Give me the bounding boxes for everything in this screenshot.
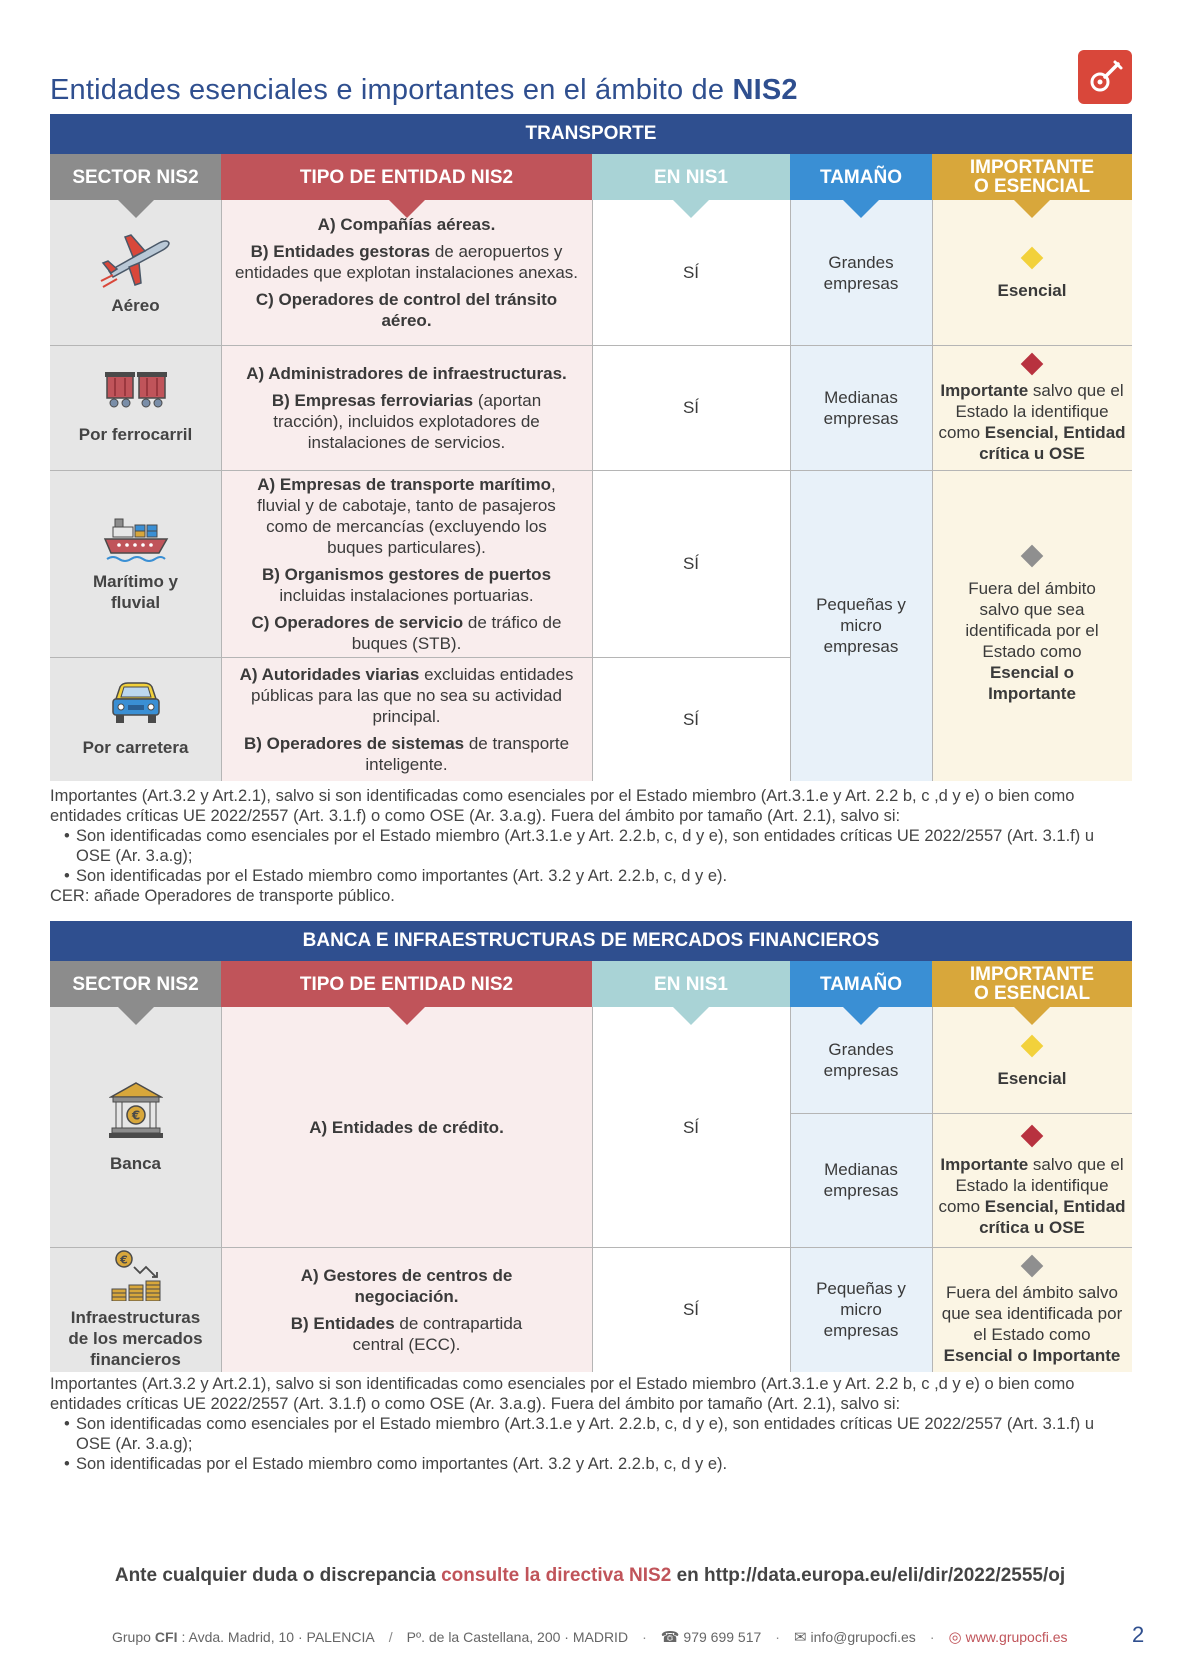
nis1-infra: SÍ [682, 1300, 700, 1319]
sector-label: Infraestructuras de los mercados financieros [68, 1308, 203, 1369]
banca-header-row [50, 961, 1132, 1007]
sector-aereo [50, 200, 221, 345]
transporte-banner: TRANSPORTE [50, 114, 1132, 154]
directive-reference: Ante cualquier duda o discrepancia consulte la directiva NIS2 en http://data.europa.eu/eli/dir/2022/2555/oj [114, 1565, 1066, 1586]
tipo-a: A) Compañías aéreas. [317, 215, 496, 234]
tamano-medianas: Medianas empresas [823, 1160, 899, 1200]
globe-icon: ◎ [948, 1629, 962, 1646]
clas-ferrocarril: Importante salvo que el Estado la identifique como Esencial, Entidad crítica u OSE [932, 345, 1132, 470]
clas-esencial: Esencial [932, 1007, 1132, 1113]
train-icon [105, 370, 167, 410]
diamond-yellow-icon [1021, 247, 1044, 270]
tipo-b: B) Empresas ferroviarias (aportan tracción), incluidos explotadores de instalaciones de servicios. [271, 390, 542, 452]
diamond-red-icon [1021, 1125, 1044, 1148]
sector-ferrocarril [50, 345, 221, 470]
header-tipo: TIPO DE ENTIDAD NIS2 [221, 961, 592, 1007]
clas-aereo: Esencial [932, 200, 1132, 345]
note-item: • Son identificadas como esenciales por el Estado miembro (Art.3.1.e y Art. 2.2.b, c, d y e), son entidades críticas UE 2022/2557 (Art. 3.1.f) u OSE (Ar. 3.a.g); [76, 1414, 1132, 1454]
nis1-carretera: SÍ [682, 709, 700, 729]
footer-web[interactable]: www.grupocfi.es [965, 1629, 1068, 1645]
directive-url[interactable]: en http://data.europa.eu/eli/dir/2022/2555/oj [671, 1565, 1066, 1586]
coins-chart-icon [110, 1249, 162, 1301]
footer: Grupo CFI : Avda. Madrid, 10 · PALENCIA / Pº. de la Castellana, 200 · MADRID · ☎ 979 699 517 · ✉ info@grupocfi.es · ◎ www.grupocfi.es [112, 1629, 1068, 1646]
transporte-note: Importantes (Art.3.2 y Art.2.1), salvo si son identificadas como esenciales por el Estado miembro (Art.3.1.e y Art. 2.2 b, c ,d y e) o bien como entidades críticas UE 2022/2557 (Art. 3.1.f) o como OSE (Ar. 3.a.g). Fuera del ámbito por tamaño (Art. 2.1), salvo si: • Son identificadas como esenciales por el Estado miembro (Art.3.1.e y Art. 2.2.b, c, d y e), son entidades críticas UE 2022/2557 (Art. 3.1.f) u OSE (Ar. 3.a.g); • Son identificadas por el Estado miembro como importantes (Art. 3.2 y Art. 2.2.b, c, d y e). CER: añade Operadores de transporte público. [50, 786, 1132, 906]
tipo-b: B) Organismos gestores de puertos incluidas instalaciones portuarias. [261, 564, 552, 605]
svg-text:€: € [119, 1253, 128, 1267]
transporte-header-row [50, 154, 1132, 200]
footer-email[interactable]: info@grupocfi.es [810, 1629, 916, 1645]
note-item: • Son identificadas como esenciales por el Estado miembro (Art.3.1.e y Art. 2.2.b, c, d y e), son entidades críticas UE 2022/2557 (Art. 3.1.f) u OSE (Ar. 3.a.g); [76, 826, 1132, 866]
clas-fuera: Fuera del ámbito salvo que sea identificada por el Estado como Esencial o Importante [932, 470, 1132, 781]
note-item: • Son identificadas por el Estado miembro como importantes (Art. 3.2 y Art. 2.2.b, c, d y e). [76, 866, 1132, 886]
header-tipo: TIPO DE ENTIDAD NIS2 [221, 154, 592, 200]
header-importante: IMPORTANTE O ESENCIAL [932, 961, 1132, 1007]
header-importante: IMPORTANTE O ESENCIAL [932, 154, 1132, 200]
diamond-gray-icon [1021, 544, 1044, 567]
sector-label: Por carretera [82, 737, 189, 757]
tamano-grandes: Grandes empresas [823, 252, 899, 293]
tipo-c: C) Operadores de servicio de tráfico de buques (STB). [251, 612, 562, 653]
bank-icon [109, 1081, 163, 1139]
sector-label: Aéreo [111, 296, 160, 315]
tipo-a: A) Gestores de centros de negociación. [300, 1265, 513, 1306]
nis1-aereo: SÍ [682, 263, 700, 282]
sector-label: Banca [109, 1153, 162, 1173]
banca-banner: BANCA E INFRAESTRUCTURAS DE MERCADOS FINANCIEROS [50, 921, 1132, 961]
airplane-icon [99, 229, 173, 289]
tipo-aereo [221, 200, 592, 345]
clas-importante: Importante salvo que el Estado la identifique como Esencial, Entidad crítica u OSE [932, 1113, 1132, 1247]
car-icon [110, 681, 162, 727]
tipo-c: C) Operadores de control del tránsito aéreo. [255, 290, 558, 330]
sector-label: Marítimo y fluvial [92, 571, 179, 612]
brand-logo [1078, 50, 1132, 104]
transporte-grid [50, 200, 1132, 781]
tipo-a: A) Autoridades viarias excluidas entidades públicas para las que no sea su actividad principal. [239, 664, 574, 726]
tipo-infra [221, 1247, 592, 1372]
banca-note: Importantes (Art.3.2 y Art.2.1), salvo si son identificadas como esenciales por el Estado miembro (Art.3.1.e y Art. 2.2 b, c ,d y e) o bien como entidades críticas UE 2022/2557 (Art. 3.1.f) o como OSE (Ar. 3.a.g). Fuera del ámbito por tamaño (Art. 2.1), salvo si: • Son identificadas como esenciales por el Estado miembro (Art.3.1.e y Art. 2.2.b, c, d y e), son entidades críticas UE 2022/2557 (Art. 3.1.f) u OSE (Ar. 3.a.g); • Son identificadas por el Estado miembro como importantes (Art. 3.2 y Art. 2.2.b, c, d y e). [50, 1374, 1132, 1474]
tamano-pequenas: Pequeñas y micro empresas [816, 595, 906, 656]
tipo-b: B) Entidades de contrapartida central (ECC). [290, 1313, 523, 1354]
header-tamano: TAMAÑO [790, 961, 932, 1007]
svg-text:€: € [131, 1108, 140, 1122]
banca-grid [50, 1007, 1132, 1372]
title-text: Entidades esenciales e importantes en el ámbito de [50, 74, 733, 106]
page-title [50, 74, 798, 107]
title-bold: NIS2 [732, 74, 798, 106]
header-tamano: TAMAÑO [790, 154, 932, 200]
tipo-b: B) Entidades gestoras de aeropuertos y entidades que explotan instalaciones anexas. [234, 242, 579, 282]
header-nis1: EN NIS1 [592, 961, 790, 1007]
tipo-b: B) Operadores de sistemas de transporte inteligente. [243, 733, 570, 774]
transporte-table [50, 114, 1132, 781]
tamano-medianas: Medianas empresas [823, 387, 899, 428]
guitar-icon [1084, 56, 1126, 98]
tamano-pequenas: Pequeñas y micro empresas [816, 1279, 906, 1340]
banca-table [50, 921, 1132, 1372]
phone-icon: ☎ [660, 1629, 680, 1646]
nis1-banca: SÍ [682, 1117, 700, 1137]
diamond-yellow-icon [1021, 1034, 1044, 1057]
tipo-a: A) Empresas de transporte marítimo, fluvial y de cabotaje, tanto de pasajeros como de mercancías (excluyendo los buques particulares). [257, 474, 556, 557]
tipo-maritimo [221, 470, 592, 657]
sector-label: Por ferrocarril [78, 425, 193, 444]
ship-icon [103, 515, 169, 565]
header-sector: SECTOR NIS2 [50, 961, 221, 1007]
tipo-ferrocarril [221, 345, 592, 470]
diamond-red-icon [1021, 352, 1044, 375]
email-icon: ✉ [793, 1629, 807, 1646]
sector-infra [50, 1247, 221, 1372]
tamano-grandes: Grandes empresas [823, 1040, 899, 1080]
tipo-a: A) Administradores de infraestructuras. [246, 363, 567, 383]
footer-phone[interactable]: 979 699 517 [683, 1629, 762, 1645]
tipo-carretera [221, 657, 592, 781]
diamond-gray-icon [1021, 1254, 1044, 1277]
sector-banca [50, 1007, 221, 1247]
header-nis1: EN NIS1 [592, 154, 790, 200]
sector-maritimo [50, 470, 221, 657]
nis1-ferrocarril: SÍ [682, 398, 700, 417]
clas-fuera: Fuera del ámbito salvo que sea identificada por el Estado como Esencial o Importante [932, 1247, 1132, 1372]
note-item: • Son identificadas por el Estado miembro como importantes (Art. 3.2 y Art. 2.2.b, c, d y e). [76, 1454, 1132, 1474]
directive-link[interactable]: consulte la directiva NIS2 [441, 1565, 672, 1586]
page-number: 2 [1132, 1622, 1145, 1647]
nis1-maritimo: SÍ [682, 554, 700, 573]
sector-carretera [50, 657, 221, 781]
tipo-banca: A) Entidades de crédito. [309, 1117, 504, 1137]
header-sector: SECTOR NIS2 [50, 154, 221, 200]
